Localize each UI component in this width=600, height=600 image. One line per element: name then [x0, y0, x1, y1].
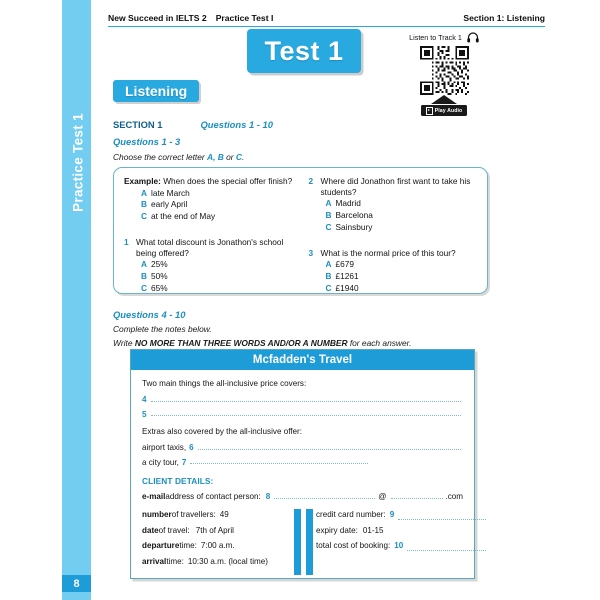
option-text: £1261	[335, 270, 359, 281]
question-block	[309, 248, 482, 295]
option-letter: B	[141, 199, 147, 210]
skill-badge	[113, 80, 199, 102]
part-two-heading: Questions 4 - 10	[113, 309, 186, 320]
option-letter: A	[325, 198, 332, 209]
answer-blank-row[interactable]	[142, 407, 463, 419]
notes-body	[131, 370, 474, 578]
email-label-bold: e-mail	[142, 492, 166, 502]
divider-bar	[306, 509, 313, 575]
option-list	[309, 259, 482, 294]
test-name: Practice Test I	[215, 13, 274, 23]
page-number-badge	[62, 575, 91, 592]
question-number: 1	[124, 236, 129, 247]
instruction-end: .	[241, 152, 245, 162]
write-prefix: Write	[113, 338, 135, 348]
client-details-grid	[142, 507, 463, 569]
part-two-instruction-write	[113, 338, 411, 348]
option-letter: C	[141, 282, 147, 293]
option-text: 25%	[151, 259, 168, 270]
audio-track-label: Listen to Track 1	[409, 32, 462, 42]
skill-badge-label: Listening	[125, 83, 188, 99]
blank-prefix: airport taxis,	[142, 443, 187, 453]
section-label: SECTION 1	[113, 119, 163, 130]
email-answer-row[interactable]	[142, 490, 463, 502]
detail-label-rest: of travel:	[158, 525, 190, 535]
blank-number: 9	[389, 510, 395, 520]
detail-label-bold: number	[142, 510, 172, 520]
question-block	[309, 176, 482, 234]
option-letter: C	[141, 211, 147, 222]
audio-track-row	[398, 30, 490, 44]
question-block	[124, 176, 303, 223]
side-tab	[62, 0, 91, 600]
question-text: What is the normal price of this tour?	[320, 247, 456, 258]
question-text: Where did Jonathon first want to take his students?	[320, 176, 471, 197]
option-row[interactable]	[309, 271, 482, 283]
write-emphasis: NO MORE THAN THREE WORDS AND/OR A NUMBER	[134, 338, 348, 348]
option-letter: A	[141, 187, 147, 198]
option-row[interactable]	[309, 283, 482, 295]
option-list	[124, 259, 303, 294]
detail-label-rest: time:	[166, 556, 184, 566]
headphone-icon	[467, 32, 479, 43]
option-text: early April	[151, 199, 188, 210]
option-row[interactable]	[309, 222, 482, 234]
play-audio-button[interactable]	[421, 105, 467, 116]
running-head	[108, 13, 545, 27]
blank-number: 6	[189, 443, 194, 453]
option-row[interactable]	[309, 210, 482, 222]
multiple-choice-box	[113, 167, 488, 294]
option-text: late March	[151, 187, 190, 198]
instruction-prefix: Choose the correct letter	[113, 152, 208, 162]
option-letter: B	[325, 270, 332, 281]
part-one-heading: Questions 1 - 3	[113, 136, 181, 147]
notes-panel	[130, 349, 475, 579]
option-letter: B	[325, 210, 332, 220]
question-number: 3	[308, 247, 314, 258]
detail-label-bold: arrival	[142, 556, 167, 566]
notes-title: Mcfadden's Travel	[252, 354, 353, 366]
option-list	[124, 188, 303, 223]
question-stem-text	[124, 176, 303, 187]
option-letter: C	[325, 221, 332, 232]
detail-value: 7th of April	[195, 525, 234, 535]
side-tab-label: Practice Test 1	[70, 113, 86, 212]
blank-number: 7	[181, 457, 187, 467]
notes-intro-line: Two main things the all-inclusive price covers:	[142, 379, 307, 388]
option-text: £679	[335, 259, 354, 270]
option-text: at the end of May	[151, 211, 216, 222]
answer-blank-row[interactable]	[142, 393, 463, 405]
divider-bar	[294, 509, 301, 575]
question-number: 2	[308, 176, 314, 186]
at-sign: @	[378, 492, 387, 502]
detail-label-bold: departure	[142, 541, 180, 551]
question-stem	[124, 176, 303, 187]
dotted-answer-line[interactable]	[198, 441, 461, 450]
option-row[interactable]	[309, 259, 482, 271]
mcq-column-left	[124, 176, 303, 293]
blank-number: 10	[394, 541, 404, 551]
option-row[interactable]	[124, 283, 303, 295]
option-row[interactable]	[309, 198, 482, 210]
option-letter: B	[141, 270, 147, 281]
option-text: Barcelona	[335, 210, 373, 220]
qr-arrow-icon	[431, 95, 457, 104]
blank-prefix: a city tour,	[142, 457, 179, 467]
question-stem	[124, 237, 303, 258]
qr-code-icon[interactable]	[420, 46, 469, 95]
detail-label: credit card number:	[316, 510, 386, 520]
client-details-right-column	[294, 507, 488, 569]
dotted-answer-line[interactable]	[190, 455, 368, 464]
running-head-left	[108, 13, 273, 23]
option-list	[309, 198, 482, 233]
dotted-answer-line[interactable]	[274, 490, 375, 499]
dotted-answer-line[interactable]	[151, 393, 461, 402]
blank-number: 5	[142, 409, 147, 419]
detail-row	[142, 523, 294, 539]
section-heading	[113, 119, 273, 130]
detail-row[interactable]	[316, 507, 488, 523]
test-title-badge	[247, 29, 361, 73]
page-number: 8	[73, 577, 80, 590]
detail-value: 01-15	[362, 525, 384, 535]
option-row[interactable]	[124, 271, 303, 283]
book-title: New Succeed in IELTS 2	[108, 13, 207, 23]
part-two-instruction-complete: Complete the notes below.	[113, 324, 212, 334]
section-question-range: Questions 1 - 10	[200, 119, 273, 130]
question-text: When does the special offer finish?	[160, 176, 293, 186]
question-stem	[309, 248, 482, 259]
detail-value: 49	[219, 510, 229, 520]
option-letter: A	[325, 259, 332, 270]
question-stem	[309, 176, 482, 197]
option-text: Sainsbury	[335, 221, 373, 232]
email-label-rest: address of contact person:	[165, 492, 261, 502]
option-letter: C	[325, 282, 332, 293]
detail-row	[142, 507, 294, 523]
dotted-answer-line[interactable]	[151, 407, 461, 416]
running-head-right: Section 1: Listening	[463, 13, 545, 23]
detail-row	[316, 523, 488, 539]
option-letter: A	[141, 259, 147, 270]
qr-wrap	[398, 46, 490, 95]
email-domain: .com	[445, 492, 463, 502]
write-suffix: for each answer.	[347, 338, 412, 348]
detail-value: 7:00 a.m.	[200, 541, 235, 551]
detail-label-bold: date	[142, 525, 159, 535]
instruction-letter-last: C	[235, 152, 242, 162]
detail-label: expiry date:	[316, 525, 358, 535]
client-details-left-column	[142, 507, 294, 569]
audio-block	[398, 30, 490, 116]
play-audio-label: Play Audio	[434, 107, 463, 114]
option-row[interactable]	[124, 211, 303, 223]
detail-row	[142, 538, 294, 554]
detail-value: 10:30 a.m. (local time)	[187, 556, 268, 566]
instruction-suffix: or	[223, 152, 236, 162]
mcq-column-right	[303, 176, 482, 293]
option-row[interactable]	[124, 199, 303, 211]
play-icon	[426, 107, 433, 115]
option-text: £1940	[335, 282, 359, 293]
answer-blank-row[interactable]	[142, 455, 463, 467]
dotted-answer-line[interactable]	[391, 490, 443, 499]
option-row[interactable]	[124, 188, 303, 200]
detail-label: total cost of booking:	[316, 541, 391, 551]
notes-extras-line: Extras also covered by the all-inclusive offer:	[142, 426, 303, 436]
blank-number: 4	[142, 395, 147, 405]
option-text: 50%	[151, 270, 168, 281]
blank-number: 8	[265, 492, 271, 502]
option-row[interactable]	[124, 259, 303, 271]
question-block	[124, 237, 303, 295]
instruction-letters: A, B	[207, 152, 224, 162]
detail-row	[142, 554, 294, 570]
divider-bars	[294, 509, 313, 575]
test-title-label: Test 1	[264, 35, 344, 66]
part-one-instruction	[113, 152, 244, 162]
detail-label-rest: time:	[179, 541, 197, 551]
question-number: Example:	[124, 176, 161, 186]
question-text: What total discount is Jonathon's school being offered?	[136, 236, 284, 258]
option-text: 65%	[151, 282, 168, 293]
detail-row[interactable]	[316, 538, 488, 554]
option-text: Madrid	[335, 198, 361, 209]
dotted-answer-line[interactable]	[407, 542, 486, 551]
answer-blank-row[interactable]	[142, 441, 463, 453]
client-details-heading: CLIENT DETAILS:	[142, 475, 214, 486]
detail-label-rest: of travellers:	[171, 510, 216, 520]
notes-title-bar	[131, 350, 474, 370]
dotted-answer-line[interactable]	[398, 511, 486, 520]
